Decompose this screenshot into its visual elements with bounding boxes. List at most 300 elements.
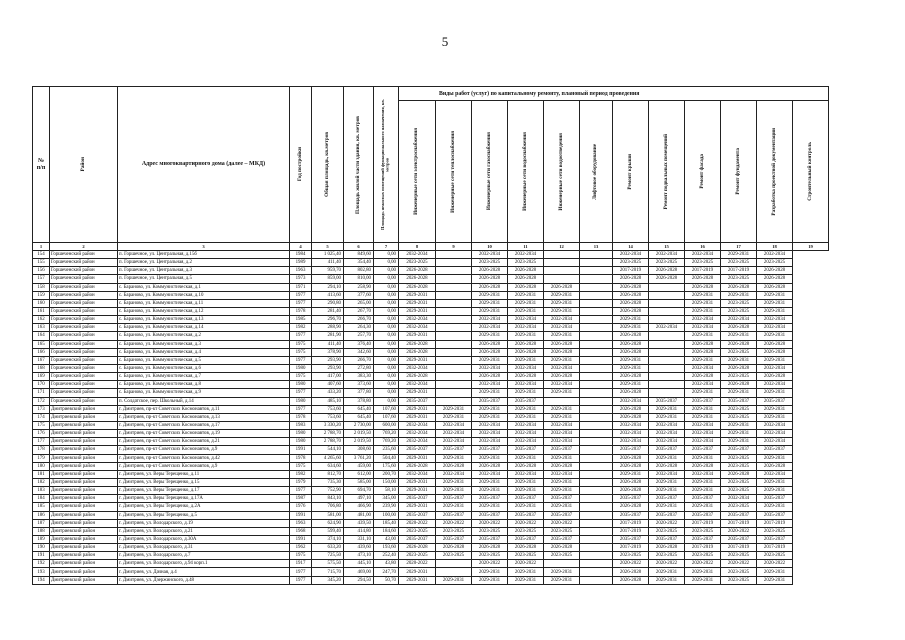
table-cell: 2029-2031: [757, 478, 793, 486]
table-cell: Дмитриевский район: [50, 462, 118, 470]
table-cell: 252,40: [374, 552, 399, 560]
table-cell: 2017-2019: [721, 544, 757, 552]
table-cell: 2032-2034: [685, 470, 721, 478]
table-cell: 176: [33, 430, 50, 438]
table-cell: 2026-2028: [721, 283, 757, 291]
table-cell: с. Бараново, ул. Коммунистическая, д.13: [118, 316, 290, 324]
table-cell: [580, 267, 613, 275]
table-row: [33, 478, 829, 486]
table-cell: 2032-2034: [544, 470, 580, 478]
table-cell: 2035-2037: [649, 397, 685, 405]
table-cell: 634,60: [312, 462, 344, 470]
table-cell: 2026-2028: [544, 544, 580, 552]
table-cell: 0,00: [374, 340, 399, 348]
table-cell: 2029-2031: [544, 405, 580, 413]
table-cell: [436, 381, 472, 389]
table-cell: Дмитриевский район: [50, 544, 118, 552]
table-cell: 2023-2025: [721, 373, 757, 381]
table-cell: 2035-2037: [436, 535, 472, 543]
table-cell: 2032-2034: [508, 470, 544, 478]
table-cell: 2035-2037: [436, 511, 472, 519]
table-cell: 183: [33, 487, 50, 495]
column-number: 17: [721, 243, 757, 251]
table-row: [33, 535, 829, 543]
table-cell: 107,60: [374, 413, 399, 421]
table-row: [33, 283, 829, 291]
table-cell: 2035-2037: [685, 397, 721, 405]
table-cell: [580, 511, 613, 519]
table-cell: 2026-2028: [613, 568, 649, 576]
table-cell: 2035-2037: [721, 535, 757, 543]
table-cell: Дмитриевский район: [50, 527, 118, 535]
table-cell: 2035-2037: [436, 446, 472, 454]
column-number: 3: [118, 243, 290, 251]
table-cell: 2032-2034: [757, 430, 793, 438]
table-cell: 2029-2031: [472, 413, 508, 421]
table-cell: 2032-2034: [757, 470, 793, 478]
table-cell: 812,70: [312, 470, 344, 478]
table-cell: 2032-2034: [508, 430, 544, 438]
table-cell: 2023-2025: [399, 527, 436, 535]
table-cell: 2029-2031: [508, 356, 544, 364]
table-cell: 2029-2031: [399, 307, 436, 315]
table-cell: 185: [33, 503, 50, 511]
table-cell: г. Дмитриев, ул. Володарского, д.94 корп.1: [118, 560, 290, 568]
table-cell: 2035-2037: [508, 397, 544, 405]
table-cell: 439,60: [344, 544, 374, 552]
table-cell: [580, 405, 613, 413]
table-cell: 753,60: [312, 405, 344, 413]
table-cell: 2026-2028: [472, 544, 508, 552]
header-work-4: Инженерные сети водоснабжения: [508, 101, 544, 243]
table-row: [33, 373, 829, 381]
table-cell: [580, 576, 613, 584]
table-cell: 2026-2028: [649, 275, 685, 283]
table-cell: 2029-2031: [508, 503, 544, 511]
table-cell: г. Дмитриев, ул. Володарского, д.31: [118, 544, 290, 552]
table-cell: 2032-2034: [757, 324, 793, 332]
table-cell: с. Бараново, ул. Коммунистическая, д.11: [118, 299, 290, 307]
table-cell: 849,60: [344, 251, 374, 259]
table-cell: 810,00: [344, 275, 374, 283]
table-cell: 2032-2034: [685, 438, 721, 446]
table-cell: 2026-2028: [508, 275, 544, 283]
table-cell: 293,90: [312, 364, 344, 372]
table-cell: 2023-2025: [721, 478, 757, 486]
table-cell: 189: [33, 535, 50, 543]
table-cell: 239,90: [374, 503, 399, 511]
table-cell: 2020-2022: [685, 560, 721, 568]
table-cell: 2023-2025: [508, 552, 544, 560]
table-cell: 0,00: [374, 267, 399, 275]
table-cell: 2035-2037: [649, 511, 685, 519]
table-cell: 2032-2034: [544, 430, 580, 438]
header-no: № п/п: [33, 87, 50, 243]
table-cell: 193,60: [374, 544, 399, 552]
table-cell: Дмитриевский район: [50, 446, 118, 454]
table-cell: 2035-2037: [544, 495, 580, 503]
table-cell: [436, 324, 472, 332]
table-cell: 2029-2031: [399, 413, 436, 421]
table-cell: 2032-2034: [436, 421, 472, 429]
table-cell: 175: [33, 421, 50, 429]
table-cell: 2035-2037: [399, 511, 436, 519]
table-row: [33, 259, 829, 267]
column-number: 5: [312, 243, 344, 251]
table-cell: 2035-2037: [399, 535, 436, 543]
table-cell: 2035-2037: [544, 446, 580, 454]
table-cell: 599,40: [312, 527, 344, 535]
table-cell: [580, 307, 613, 315]
table-cell: 345,20: [312, 576, 344, 584]
table-cell: 2032-2034: [649, 251, 685, 259]
table-cell: 2032-2034: [757, 364, 793, 372]
table-cell: 2032-2034: [399, 381, 436, 389]
table-cell: [580, 527, 613, 535]
table-cell: 266,70: [344, 356, 374, 364]
table-cell: 2026-2028: [472, 267, 508, 275]
table-cell: г. Дмитриев, ул. Володарского, д.7: [118, 552, 290, 560]
table-cell: 2026-2028: [508, 462, 544, 470]
table-cell: 1980: [290, 381, 312, 389]
table-cell: 161: [33, 307, 50, 315]
table-cell: 2029-2031: [685, 389, 721, 397]
table-cell: 166: [33, 348, 50, 356]
table-cell: [580, 430, 613, 438]
table-cell: Горшеченский район: [50, 373, 118, 381]
table-cell: 377,60: [344, 291, 374, 299]
table-cell: 2029-2031: [436, 405, 472, 413]
table-cell: 2032-2034: [472, 381, 508, 389]
table-cell: 2026-2028: [757, 348, 793, 356]
table-cell: 2029-2031: [508, 291, 544, 299]
table-cell: 1975: [290, 552, 312, 560]
header-work-11: Разработка проектной документации: [757, 101, 793, 243]
table-cell: 2032-2034: [472, 324, 508, 332]
table-cell: 2023-2025: [721, 487, 757, 495]
table-cell: г. Дмитриев, пр-кт Советских Космонавтов, д.19: [118, 430, 290, 438]
table-cell: 2026-2028: [721, 324, 757, 332]
table-cell: г. Дмитриев, ул. Веры Терещенко, д.5: [118, 511, 290, 519]
table-cell: 2020-2022: [613, 560, 649, 568]
table-cell: 2029-2031: [613, 316, 649, 324]
column-number: 2: [50, 243, 118, 251]
table-cell: 0,00: [374, 283, 399, 291]
table-cell: 1977: [290, 487, 312, 495]
table-row: [33, 576, 829, 584]
table-cell: [580, 544, 613, 552]
table-cell: 2035-2037: [508, 511, 544, 519]
table-cell: 2029-2031: [757, 299, 793, 307]
table-cell: 2026-2028: [613, 487, 649, 495]
table-cell: Дмитриевский район: [50, 495, 118, 503]
table-cell: 264,30: [344, 324, 374, 332]
table-cell: п. Горшечное, ул. Центральная, д.3: [118, 267, 290, 275]
table-cell: 157: [33, 275, 50, 283]
table-cell: 1983: [290, 421, 312, 429]
table-cell: г. Дмитриев, пр-кт Советских Космонавтов, д.21: [118, 438, 290, 446]
table-cell: 2029-2031: [757, 356, 793, 364]
table-cell: 2032-2034: [721, 495, 757, 503]
table-cell: 2035-2037: [472, 397, 508, 405]
table-cell: 2032-2034: [508, 421, 544, 429]
table-cell: 2026-2028: [508, 373, 544, 381]
table-cell: 0,00: [374, 299, 399, 307]
table-cell: 1977: [290, 576, 312, 584]
table-cell: п. Солдатское, пер. Школьный, д.14: [118, 397, 290, 405]
table-cell: 2029-2031: [685, 503, 721, 511]
table-cell: 481,00: [344, 511, 374, 519]
table-cell: 200,70: [374, 470, 399, 478]
header-work-5: Инженерные сети водоотведения: [544, 101, 580, 243]
table-cell: 2029-2031: [649, 405, 685, 413]
header-year: Год постройки: [290, 87, 312, 243]
table-cell: 2029-2031: [649, 576, 685, 584]
header-work-9: Ремонт фасада: [685, 101, 721, 243]
table-cell: 2 730,00: [344, 421, 374, 429]
table-cell: 1975: [290, 373, 312, 381]
table-cell: 2032-2034: [508, 324, 544, 332]
table-cell: [580, 381, 613, 389]
table-cell: 2026-2028: [757, 275, 793, 283]
table-cell: 1978: [290, 454, 312, 462]
table-cell: 2029-2031: [544, 478, 580, 486]
table-cell: 2026-2028: [757, 267, 793, 275]
table-cell: 2026-2028: [649, 544, 685, 552]
table-cell: 2017-2019: [721, 267, 757, 275]
table-cell: [580, 478, 613, 486]
table-cell: 0,00: [374, 259, 399, 267]
table-cell: 600,00: [374, 421, 399, 429]
table-cell: [580, 340, 613, 348]
table-cell: с. Бараново, ул. Коммунистическая, д.1: [118, 283, 290, 291]
table-cell: Дмитриевский район: [50, 405, 118, 413]
table-cell: 1980: [290, 364, 312, 372]
table-row: [33, 364, 829, 372]
table-cell: 2029-2031: [613, 324, 649, 332]
table-cell: 2026-2028: [399, 373, 436, 381]
table-cell: 2026-2028: [508, 544, 544, 552]
table-cell: 2029-2031: [472, 332, 508, 340]
table-cell: 2032-2034: [613, 421, 649, 429]
table-cell: с. Бараново, ул. Коммунистическая, д.2: [118, 332, 290, 340]
table-cell: 168: [33, 364, 50, 372]
table-cell: 293,90: [312, 356, 344, 364]
table-cell: 2029-2031: [399, 291, 436, 299]
table-cell: 0,00: [374, 364, 399, 372]
table-cell: 2029-2031: [472, 503, 508, 511]
header-work-12: Строительный контроль: [793, 101, 829, 243]
table-cell: Горшеченский район: [50, 291, 118, 299]
table-cell: 0,00: [374, 381, 399, 389]
table-cell: 2029-2031: [508, 405, 544, 413]
table-cell: 2026-2028: [685, 348, 721, 356]
table-cell: 2035-2037: [613, 495, 649, 503]
table-cell: 0,00: [374, 275, 399, 283]
table-cell: 2032-2034: [757, 438, 793, 446]
table-cell: [649, 316, 685, 324]
table-cell: 376,40: [344, 340, 374, 348]
table-cell: 2032-2034: [472, 430, 508, 438]
table-row: [33, 267, 829, 275]
header-living-area: Площадь жилой части здания, кв. метров: [344, 87, 374, 243]
table-row: [33, 438, 829, 446]
table-cell: [580, 251, 613, 259]
table-cell: 2032-2034: [544, 364, 580, 372]
table-cell: 159: [33, 291, 50, 299]
table-cell: 2029-2031: [436, 413, 472, 421]
table-cell: 150,00: [374, 478, 399, 486]
table-cell: г. Дмитриев, пр-кт Советских Космонавтов, д.9: [118, 446, 290, 454]
table-cell: [580, 373, 613, 381]
table-cell: 2032-2034: [544, 438, 580, 446]
table-cell: 2026-2028: [721, 381, 757, 389]
table-cell: 753,60: [312, 413, 344, 421]
table-cell: 162: [33, 316, 50, 324]
table-cell: [436, 316, 472, 324]
table-cell: 1991: [290, 535, 312, 543]
table-cell: [436, 397, 472, 405]
table-cell: 2029-2031: [544, 307, 580, 315]
table-cell: 497,10: [344, 495, 374, 503]
table-cell: 2032-2034: [436, 438, 472, 446]
table-cell: [580, 316, 613, 324]
table-cell: 2029-2031: [544, 356, 580, 364]
table-cell: 2023-2025: [721, 307, 757, 315]
table-cell: с. Бараново, ул. Коммунистическая, д.3: [118, 340, 290, 348]
table-cell: 171: [33, 389, 50, 397]
table-row: [33, 446, 829, 454]
table-cell: г. Дмитриев, пр-кт Советских Космонавтов, д.17: [118, 421, 290, 429]
table-cell: 2032-2034: [649, 430, 685, 438]
table-cell: 1976: [290, 503, 312, 511]
table-cell: 2029-2031: [508, 454, 544, 462]
table-cell: [544, 259, 580, 267]
table-cell: Горшеченский район: [50, 389, 118, 397]
table-cell: Горшеченский район: [50, 356, 118, 364]
table-cell: 2023-2025: [613, 552, 649, 560]
table-cell: 2035-2037: [757, 397, 793, 405]
table-cell: 154: [33, 251, 50, 259]
table-cell: 296,70: [312, 316, 344, 324]
table-cell: [580, 462, 613, 470]
table-cell: с. Бараново, ул. Коммунистическая, д.12: [118, 307, 290, 315]
column-number: 18: [757, 243, 793, 251]
table-cell: 2026-2028: [649, 462, 685, 470]
table-cell: 2023-2025: [436, 527, 472, 535]
table-cell: [649, 348, 685, 356]
table-cell: 2032-2034: [685, 421, 721, 429]
table-cell: 2 788,70: [312, 430, 344, 438]
table-cell: 2029-2031: [436, 503, 472, 511]
table-cell: [580, 283, 613, 291]
table-cell: 2029-2031: [544, 503, 580, 511]
table-cell: 1978: [290, 413, 312, 421]
table-cell: Дмитриевский район: [50, 413, 118, 421]
table-cell: 2017-2019: [685, 519, 721, 527]
table-cell: 2023-2025: [721, 576, 757, 584]
table-cell: 2029-2031: [436, 454, 472, 462]
table-cell: 612,00: [344, 470, 374, 478]
table-cell: 2023-2025: [472, 552, 508, 560]
table-cell: 2029-2031: [544, 576, 580, 584]
table-row: [33, 405, 829, 413]
table-cell: [580, 356, 613, 364]
table-cell: 459,00: [344, 462, 374, 470]
table-cell: [649, 356, 685, 364]
table-row: [33, 389, 829, 397]
table-cell: 345,00: [374, 495, 399, 503]
table-cell: 473,10: [344, 552, 374, 560]
table-cell: 2026-2028: [757, 340, 793, 348]
table-cell: г. Дмитриев, пр-кт Советских Космонавтов, д.9: [118, 462, 290, 470]
table-cell: 342,60: [344, 348, 374, 356]
table-cell: 2026-2028: [613, 454, 649, 462]
table-cell: с. Бараново, ул. Коммунистическая, д.14: [118, 324, 290, 332]
table-cell: 2020-2022: [508, 560, 544, 568]
table-cell: 160: [33, 299, 50, 307]
table-cell: 2029-2031: [508, 478, 544, 486]
table-cell: 2026-2028: [613, 348, 649, 356]
table-cell: 2023-2025: [508, 259, 544, 267]
table-cell: 2026-2028: [613, 332, 649, 340]
table-cell: 1982: [290, 324, 312, 332]
table-cell: [436, 291, 472, 299]
table-cell: [580, 259, 613, 267]
table-cell: 184: [33, 495, 50, 503]
table-cell: 1 025,40: [312, 251, 344, 259]
table-cell: 2 788,70: [312, 438, 344, 446]
table-cell: [580, 332, 613, 340]
table-cell: 2023-2025: [685, 259, 721, 267]
table-cell: 1984: [290, 251, 312, 259]
table-cell: 2035-2037: [757, 446, 793, 454]
table-cell: г. Дмитриев, ул. Дзержинского, д.48: [118, 576, 290, 584]
table-cell: 2029-2031: [613, 356, 649, 364]
table-cell: Горшеченский район: [50, 332, 118, 340]
table-cell: 2023-2025: [508, 527, 544, 535]
table-cell: 2026-2028: [399, 340, 436, 348]
table-cell: 2032-2034: [721, 316, 757, 324]
table-cell: 294,10: [312, 283, 344, 291]
table-cell: 2035-2037: [613, 446, 649, 454]
table-cell: с. Бараново, ул. Коммунистическая, д.8: [118, 381, 290, 389]
table-cell: 0,00: [374, 307, 399, 315]
table-cell: 2029-2031: [436, 487, 472, 495]
table-cell: 2026-2028: [613, 283, 649, 291]
table-cell: 170: [33, 381, 50, 389]
table-cell: 2020-2022: [399, 519, 436, 527]
table-cell: 411,40: [312, 259, 344, 267]
table-cell: 0,00: [374, 324, 399, 332]
table-cell: [436, 267, 472, 275]
table-cell: [544, 251, 580, 259]
table-row: [33, 503, 829, 511]
table-cell: [544, 397, 580, 405]
table-cell: 2023-2025: [721, 299, 757, 307]
table-row: [33, 454, 829, 462]
table-cell: 1982: [290, 470, 312, 478]
table-cell: 2032-2034: [399, 421, 436, 429]
table-cell: [580, 535, 613, 543]
table-cell: [649, 332, 685, 340]
table-cell: [436, 299, 472, 307]
table-cell: [436, 332, 472, 340]
table-cell: 2032-2034: [399, 251, 436, 259]
table-cell: Горшеченский район: [50, 364, 118, 372]
table-cell: 2029-2031: [685, 576, 721, 584]
table-cell: 265,00: [344, 299, 374, 307]
